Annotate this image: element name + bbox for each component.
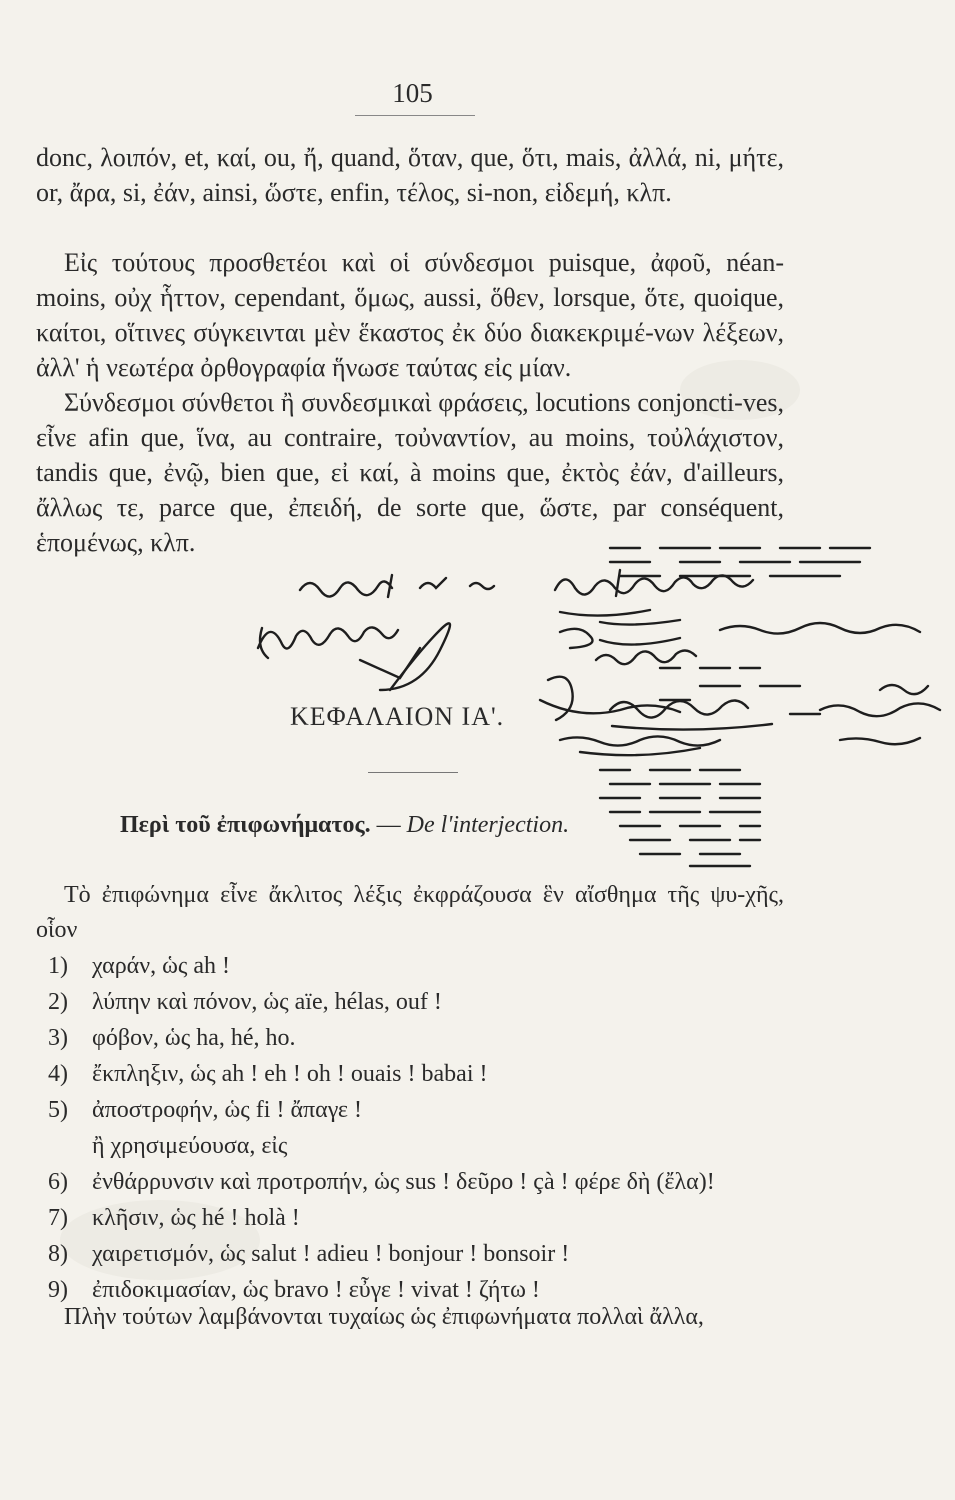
scribble-stroke (560, 736, 720, 755)
list-number: 7) (48, 1205, 68, 1231)
list-text: ἐπιδοκιμασίαν, ὡς bravo ! εὖγε ! vivat ! ζήτω ! (92, 1277, 540, 1303)
list-number: 3) (48, 1025, 68, 1051)
list-number: 4) (48, 1061, 68, 1087)
paragraph-interjection-definition: Τὸ ἐπιφώνημα εἶνε ἄκλιτος λέξις ἐκφράζουσα ἓν αἴσθημα τῆς ψυ-χῆς, οἷον (36, 882, 784, 943)
scribble-stroke (610, 700, 772, 729)
list-number: 6) (48, 1169, 68, 1195)
paragraph-compound-conjunctions: Σύνδεσμοι σύνθετοι ἢ συνδεσμικαὶ φράσεις, locutions conjoncti-ves, εἶνε afin que, ἵνα, au contraire, τοὐναντίον, au moins, τοὐλάχιστον, tandis que, ἐνῷ, bien que, εἰ καί, à moins que, ἐκτὸς ἐάν, d'ailleurs, ἄλλως τε, parce que, ἐπειδή, de sorte que, ὥστε, par conséquent, ἑπομένως, κλπ. (36, 388, 784, 557)
list-text: ἢ χρησιμεύουσα, εἰς (92, 1133, 288, 1159)
list-text: ἀποστροφήν, ὡς fi ! ἄπαγε ! (92, 1097, 362, 1123)
paragraph-closing: Πλὴν τούτων λαμβάνονται τυχαίως ὡς ἐπιφωνήματα πολλαὶ ἄλλα, (64, 1304, 704, 1330)
scribble-stroke (600, 668, 820, 866)
list-number: 8) (48, 1241, 68, 1267)
section-greek-title: Περὶ τοῦ ἐπιφωνήματος. (120, 812, 371, 838)
list-number: 1) (48, 953, 68, 979)
page-number: 105 (392, 78, 433, 108)
scribble-stroke (610, 548, 870, 576)
scribble-stroke (380, 623, 450, 690)
paragraph-additional-conjunctions: Εἰς τούτους προσθετέοι καὶ οἱ σύνδεσμοι puisque, ἀφοῦ, néan-moins, οὐχ ἧττον, cependant, ὅμως, aussi, ὅθεν, lorsque, ὅτε, quoique, καίτοι, οἵτινες σύγκεινται μὲν ἕκαστος ἐκ δύο διακεκριμέ-νων λέξεων, ἀλλ' ἡ νεωτέρα ὀρθογραφία ἥνωσε ταύτας εἰς μίαν. (36, 248, 784, 382)
scribble-stroke (560, 623, 920, 648)
scribble-stroke (820, 703, 940, 744)
list-text: ἐνθάρρυνσιν καὶ προτροπήν, ὡς sus ! δεῦρο ! çà ! φέρε δὴ (ἔλα)! (92, 1169, 715, 1195)
list-number: 5) (48, 1097, 68, 1123)
list-text: φόβον, ὡς ha, hé, ho. (92, 1025, 296, 1051)
section-separator: — (370, 812, 407, 838)
list-text: χαράν, ὡς ah ! (92, 953, 231, 979)
paragraph-conjunctions: donc, λοιπόν, et, καί, ou, ἤ, quand, ὅταν, que, ὅτι, mais, ἀλλά, ni, μήτε, or, ἄρα, si, ἐάν, ainsi, ὥστε, enfin, τέλος, si-non, εἰδεμή, κλπ. (36, 143, 784, 207)
scribble-stroke (258, 627, 420, 678)
scribble-stroke (596, 650, 696, 664)
list-text: κλῆσιν, ὡς hé ! holà ! (92, 1205, 300, 1231)
chapter-heading: ΚΕΦΑΛΑΙΟΝ ΙΑ'. (290, 702, 505, 731)
scribble-stroke (300, 575, 494, 597)
list-text: λύπην καὶ πόνον, ὡς aïe, hélas, ouf ! (92, 989, 442, 1015)
list-number: 9) (48, 1277, 68, 1303)
list-text: χαιρετισμόν, ὡς salut ! adieu ! bonjour ! bonsoir ! (92, 1241, 570, 1267)
scribble-stroke (555, 570, 753, 625)
section-french-title: De l'interjection. (406, 812, 570, 838)
scribble-stroke (880, 685, 928, 694)
list-number: 2) (48, 989, 68, 1015)
list-text: ἔκπληξιν, ὡς ah ! eh ! oh ! ouais ! babai ! (92, 1061, 488, 1087)
